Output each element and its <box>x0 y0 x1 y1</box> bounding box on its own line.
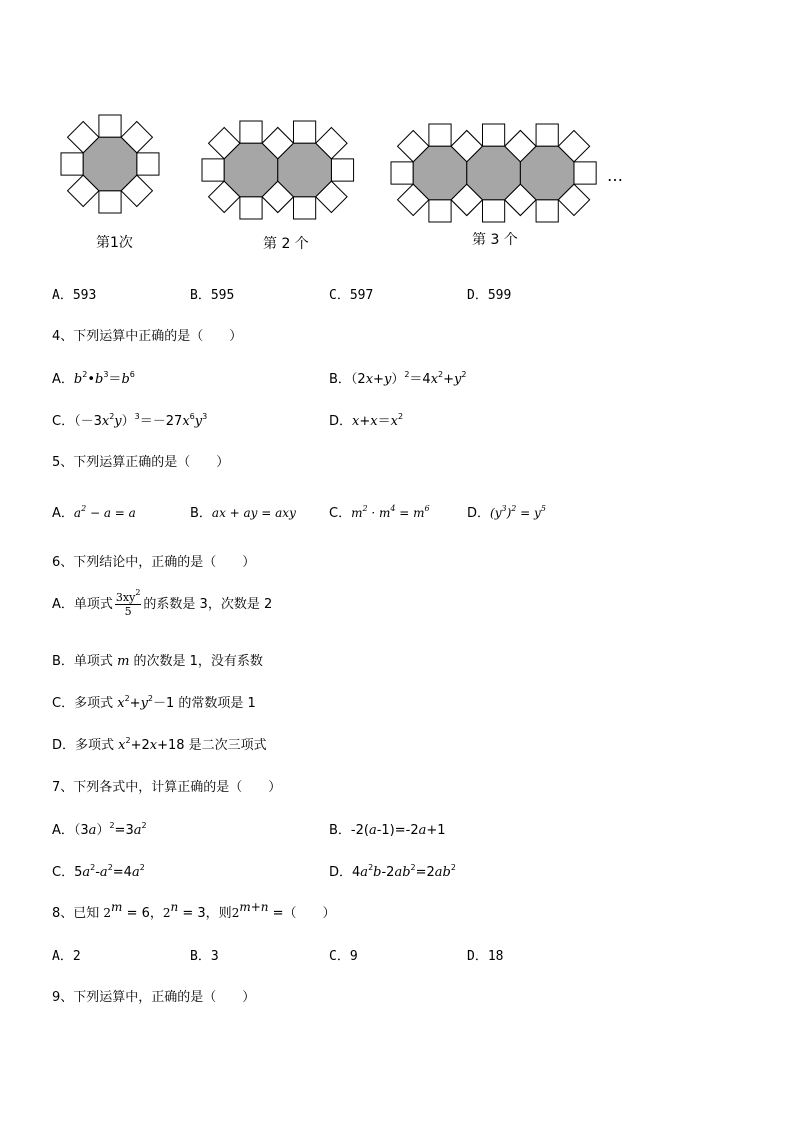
q7-option-a[interactable]: A．$(3a)^2=3a^2$ <box>52 821 147 838</box>
q6-option-b[interactable]: B．单项式 m 的次数是 1，没有系数 <box>52 654 263 669</box>
pattern-square <box>429 124 451 146</box>
pattern-octagon <box>467 146 521 200</box>
pattern-square <box>202 159 224 181</box>
q3-option-d[interactable]: D．599 <box>467 288 512 303</box>
pattern-square <box>61 153 83 175</box>
q8-option-b[interactable]: B．3 <box>190 949 219 964</box>
q6-option-a[interactable]: A．单项式 $\frac{3xy^2}{5}$ 的系数是 3，次数是 2 <box>52 588 273 618</box>
q4-stem: 4、下列运算中正确的是（ ） <box>52 329 243 344</box>
caption-1: 第1次 <box>96 235 133 251</box>
pattern-octagon <box>278 143 332 197</box>
q6-option-d[interactable]: D．多项式 $x^2+2x+18$ 是二次三项式 <box>52 736 267 753</box>
q7-option-c[interactable]: C．$5a^2-a^2=4a^2$ <box>52 863 145 880</box>
q6-stem: 6、下列结论中，正确的是（ ） <box>52 555 256 570</box>
q4-option-c[interactable]: C．$(-3x^2y)^3=-27x^6y^3$ <box>52 412 208 429</box>
pattern-square <box>429 200 451 222</box>
pattern-square <box>536 124 558 146</box>
q5-option-c[interactable]: C．$m^2 \cdot m^4 = m^6$ <box>329 504 430 521</box>
q7-stem: 7、下列各式中，计算正确的是（ ） <box>52 780 282 795</box>
pattern-octagon <box>224 143 278 197</box>
q4-option-a[interactable]: A．$b^2•b^3=b^6$ <box>52 370 135 387</box>
pattern-square <box>240 121 262 143</box>
q3-option-a[interactable]: A．593 <box>52 288 97 303</box>
q5-option-d[interactable]: D．$(y^3)^2 = y^5$ <box>467 504 546 521</box>
pattern-square <box>331 159 353 181</box>
q9-stem: 9、下列运算中，正确的是（ ） <box>52 990 256 1005</box>
pattern-square <box>293 197 315 219</box>
pattern-square <box>240 197 262 219</box>
ellipsis: … <box>607 166 623 185</box>
pattern-square <box>137 153 159 175</box>
pattern-octagon <box>413 146 467 200</box>
fraction: $\frac{3xy^2}{5}$ <box>115 588 141 618</box>
caption-3: 第 3 个 <box>472 232 518 248</box>
q5-stem: 5、下列运算正确的是（ ） <box>52 455 230 470</box>
pattern-square <box>574 162 596 184</box>
q7-option-b[interactable]: B．-2(a-1)=-2a+1 <box>329 823 446 838</box>
octagon-pattern-svg <box>0 0 794 260</box>
q4-option-d[interactable]: D．$x+x=x^2$ <box>329 412 404 429</box>
q7-option-d[interactable]: D．$4a^2b-2ab^2=2ab^2$ <box>329 863 456 880</box>
caption-2: 第 2 个 <box>263 236 309 252</box>
pattern-octagon <box>520 146 574 200</box>
pattern-square <box>482 200 504 222</box>
q8-option-c[interactable]: C．9 <box>329 949 358 964</box>
q8-option-a[interactable]: A．2 <box>52 949 81 964</box>
pattern-figure <box>0 0 794 260</box>
q5-option-b[interactable]: B．ax + ay = axy <box>190 506 296 521</box>
pattern-square <box>536 200 558 222</box>
pattern-square <box>99 115 121 137</box>
pattern-octagon <box>83 137 137 191</box>
pattern-square <box>293 121 315 143</box>
q8-stem: 8、已知 $2^m = 6$，$2^n = 3$，则$2^{m+n}$ =（ ） <box>52 900 336 921</box>
q5-option-a[interactable]: A．$a^2 - a = a$ <box>52 504 136 521</box>
pattern-square <box>391 162 413 184</box>
q6-option-c[interactable]: C．多项式 $x^2+y^2-1$ 的常数项是 1 <box>52 694 256 711</box>
pattern-square <box>482 124 504 146</box>
q3-option-c[interactable]: C．597 <box>329 288 374 303</box>
q4-option-b[interactable]: B．$(2x+y)^2=4x^2+y^2$ <box>329 370 467 387</box>
pattern-square <box>99 191 121 213</box>
q8-option-d[interactable]: D．18 <box>467 949 504 964</box>
q3-option-b[interactable]: B．595 <box>190 288 235 303</box>
